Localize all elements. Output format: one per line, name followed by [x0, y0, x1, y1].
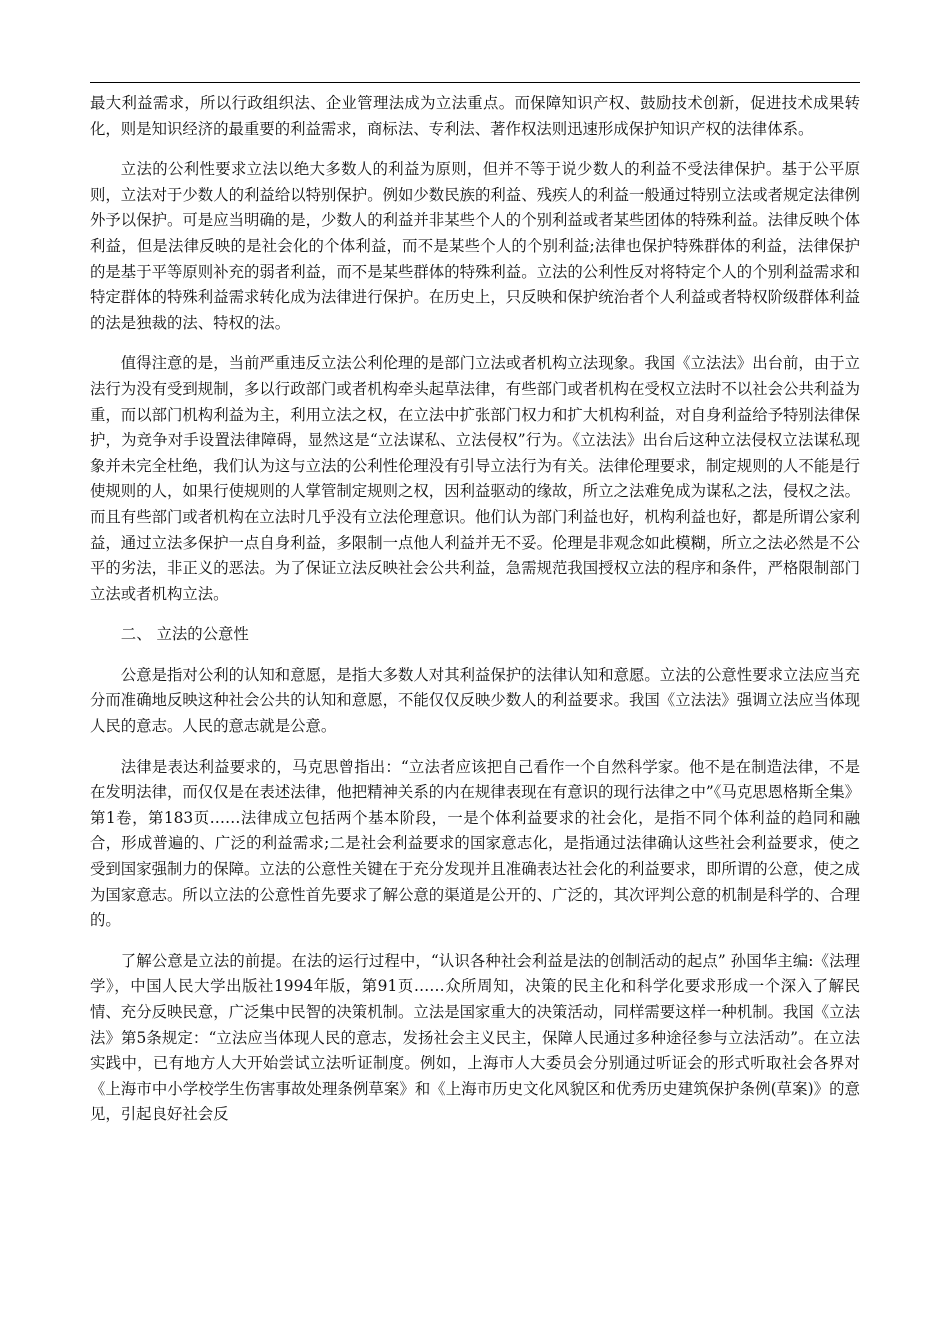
body-paragraph: 公意是指对公利的认知和意愿，是指大多数人对其利益保护的法律认知和意愿。立法的公意性要求立法应当充分而准确地反映这种社会公共的认知和意愿，不能仅仅反映少数人的利益要求。我国《立法法》强调立法应当体现人民的意志。人民的意志就是公意。	[90, 665, 860, 736]
body-paragraph-continuation: 最大利益需求，所以行政组织法、企业管理法成为立法重点。而保障知识产权、鼓励技术创新，促进技术成果转化，则是知识经济的最重要的利益需求，商标法、专利法、著作权法则迅速形成保护知识产权的法律体系。	[90, 94, 860, 138]
body-paragraph: 立法的公利性要求立法以绝大多数人的利益为原则，但并不等于说少数人的利益不受法律保护。基于公平原则，立法对于少数人的利益给以特别保护。例如少数民族的利益、残疾人的利益一般通过特别立法或者规定法律例外予以保护。可是应当明确的是，少数人的利益并非某些个人的个别利益或者某些团体的特殊利益。法律反映个体利益，但是法律反映的是社会化的个体利益，而不是某些个人的个别利益;法律也保护特殊群体的利益，法律保护的是基于平等原则补充的弱者利益，而不是某些群体的特殊利益。立法的公利性反对将特定个人的个别利益需求和特定群体的特殊利益需求转化成为法律进行保护。在历史上，只反映和保护统治者个人利益或者特权阶级群体利益的法是独裁的法、特权的法。	[90, 160, 860, 332]
body-paragraph: 值得注意的是，当前严重违反立法公利伦理的是部门立法或者机构立法现象。我国《立法法》出台前，由于立法行为没有受到规制，多以行政部门或者机构牵头起草法律，有些部门或者机构在受权立法时不以社会公共利益为重，而以部门机构利益为主，利用立法之权，在立法中扩张部门权力和扩大机构利益，对自身利益给予特别法律保护，为竞争对手设置法律障碍，显然这是“立法谋私、立法侵权”行为。《立法法》出台后这种立法侵权立法谋私现象并未完全杜绝，我们认为这与立法的公利性伦理没有引导立法行为有关。法律伦理要求，制定规则的人不能是行使规则的人，如果行使规则的人掌管制定规则之权，因利益驱动的缘故，所立之法难免成为谋私之法，侵权之法。而且有些部门或者机构在立法时几乎没有立法伦理意识。他们认为部门利益也好，机构利益也好，都是所谓公家利益，通过立法多保护一点自身利益，多限制一点他人利益并无不妥。伦理是非观念如此模糊，所立之法必然是不公平的劣法，非正义的恶法。为了保证立法反映社会公共利益，急需规范我国授权立法的程序和条件，严格限制部门立法或者机构立法。	[90, 354, 860, 603]
section-heading: 二、 立法的公意性	[120, 625, 249, 644]
document-body	[90, 91, 860, 1143]
body-paragraph: 了解公意是立法的前提。在法的运行过程中，“认识各种社会利益是法的创制活动的起点” 孙国华主编:《法理学》，中国人民大学出版社1994年版，第91页……众所周知，决策的民主化和科学化要求形成一个深入了解民情、充分反映民意，广泛集中民智的决策机制。立法是国家重大的决策活动，同样需要这样一种机制。我国《立法法》第5条规定：“立法应当体现人民的意志，发扬社会主义民主，保障人民通过多种途径参与立法活动”。在立法实践中，已有地方人大开始尝试立法听证制度。例如，上海市人大委员会分别通过听证会的形式听取社会各界对《上海市中小学校学生伤害事故处理条例草案》和《上海市历史文化风貌区和优秀历史建筑保护条例(草案)》的意见，引起良好社会反	[90, 951, 860, 1124]
body-paragraph: 法律是表达利益要求的，马克思曾指出：“立法者应该把自己看作一个自然科学家。他不是在制造法律，不是在发明法律，而仅仅是在表述法律，他把精神关系的内在规律表现在有意识的现行法律之中”《马克思恩格斯全集》第1卷，第183页……法律成立包括两个基本阶段，一是个体利益要求的社会化，是指不同个体利益的趋同和融合，形成普遍的、广泛的利益需求;二是社会利益要求的国家意志化，是指通过法律确认这些社会利益要求，使之受到国家强制力的保障。立法的公意性关键在于充分发现并且准确表达社会化的利益要求，即所谓的公意，使之成为国家意志。所以立法的公意性首先要求了解公意的渠道是公开的、广泛的，其次评判公意的机制是科学的、合理的。	[90, 757, 860, 930]
header-rule	[90, 82, 860, 83]
